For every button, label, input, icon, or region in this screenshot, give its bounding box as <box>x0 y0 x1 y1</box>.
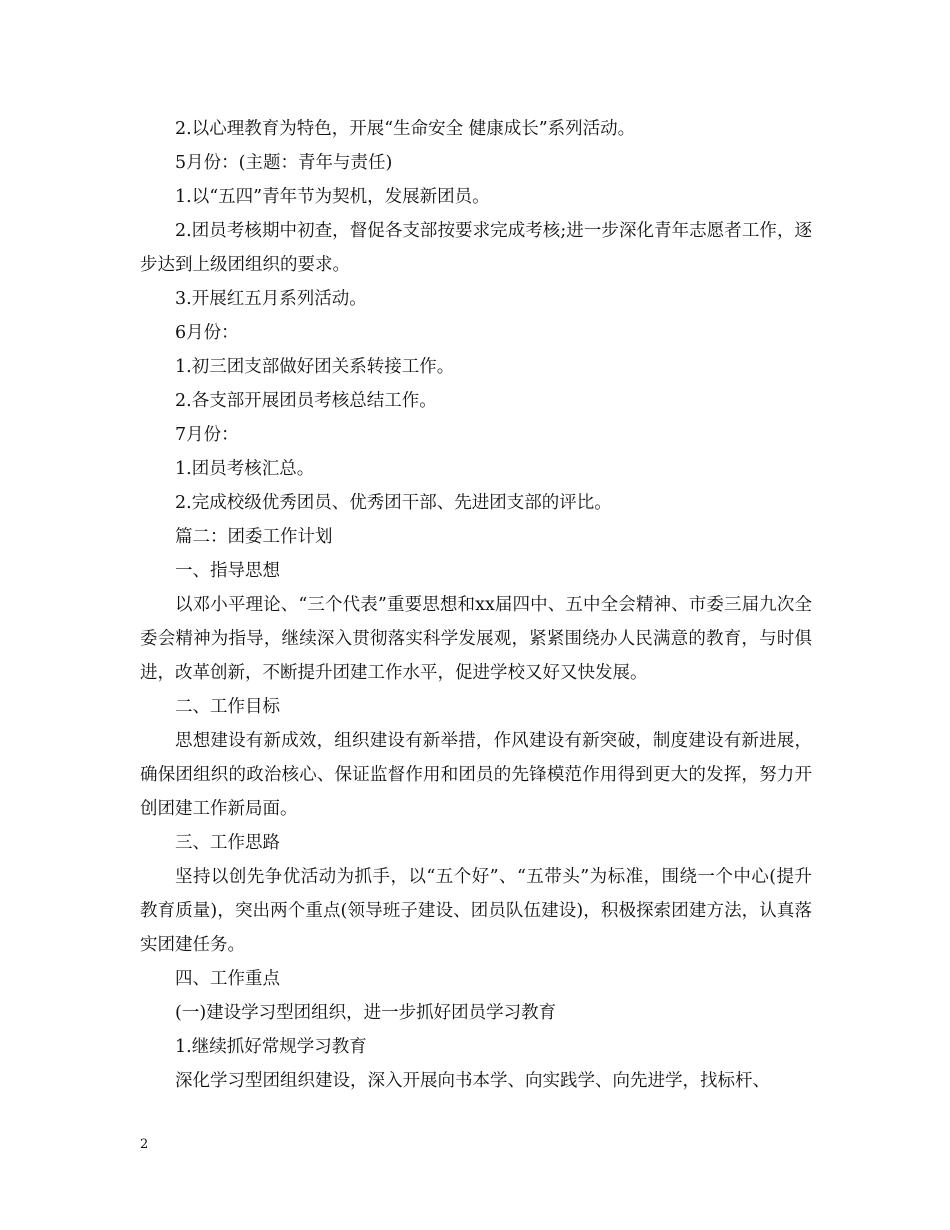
section-heading: 四、工作重点 <box>175 969 280 989</box>
paragraph: 思想建设有新成效，组织建设有新举措，作风建设有新突破，制度建设有新进展，确保团组织的政治核心、保证监督作用和团员的先锋模范作用得到更大的发挥，努力开创团建工作新局面。 <box>140 731 812 819</box>
section-heading: 二、工作目标 <box>175 697 280 717</box>
page-number: 2 <box>140 1137 149 1152</box>
paragraph: 2.以心理教育为特色，开展“生命安全 健康成长”系列活动。 <box>175 119 636 139</box>
subsection-heading: (一)建设学习型团组织，进一步抓好团员学习教育 <box>175 1003 557 1023</box>
paragraph: 2.各支部开展团员考核总结工作。 <box>175 391 437 411</box>
paragraph: 1.以“五四”青年节为契机，发展新团员。 <box>175 187 490 207</box>
paragraph: 1.团员考核汇总。 <box>175 459 315 479</box>
paragraph: 深化学习型团组织建设，深入开展向书本学、向实践学、向先进学，找标杆、 <box>175 1071 770 1091</box>
section-heading: 三、工作思路 <box>175 833 280 853</box>
paragraph: 6月份： <box>175 323 239 343</box>
paragraph: 3.开展红五月系列活动。 <box>175 289 367 309</box>
paragraph: 2.完成校级优秀团员、优秀团干部、先进团支部的评比。 <box>175 493 612 513</box>
section-heading: 篇二：团委工作计划 <box>175 527 333 547</box>
document-body <box>140 112 812 1098</box>
paragraph: 坚持以创先争优活动为抓手，以“五个好”、“五带头”为标准，围绕一个中心(提升教育质量)，突出两个重点(领导班子建设、团员队伍建设)，积极探索团建方法，认真落实团建任务。 <box>140 867 812 955</box>
paragraph: 2.团员考核期中初查，督促各支部按要求完成考核;进一步深化青年志愿者工作，逐步达到上级团组织的要求。 <box>140 221 812 275</box>
paragraph: 以邓小平理论、“三个代表”重要思想和xx届四中、五中全会精神、市委三届九次全委会精神为指导，继续深入贯彻落实科学发展观，紧紧围绕办人民满意的教育，与时俱进，改革创新，不断提升团建工作水平，促进学校又好又快发展。 <box>140 595 812 683</box>
section-heading: 一、指导思想 <box>175 561 280 581</box>
paragraph: 1.继续抓好常规学习教育 <box>175 1037 367 1057</box>
paragraph: 7月份： <box>175 425 239 445</box>
paragraph: 1.初三团支部做好团关系转接工作。 <box>175 357 455 377</box>
paragraph: 5月份：(主题：青年与责任) <box>175 153 393 173</box>
